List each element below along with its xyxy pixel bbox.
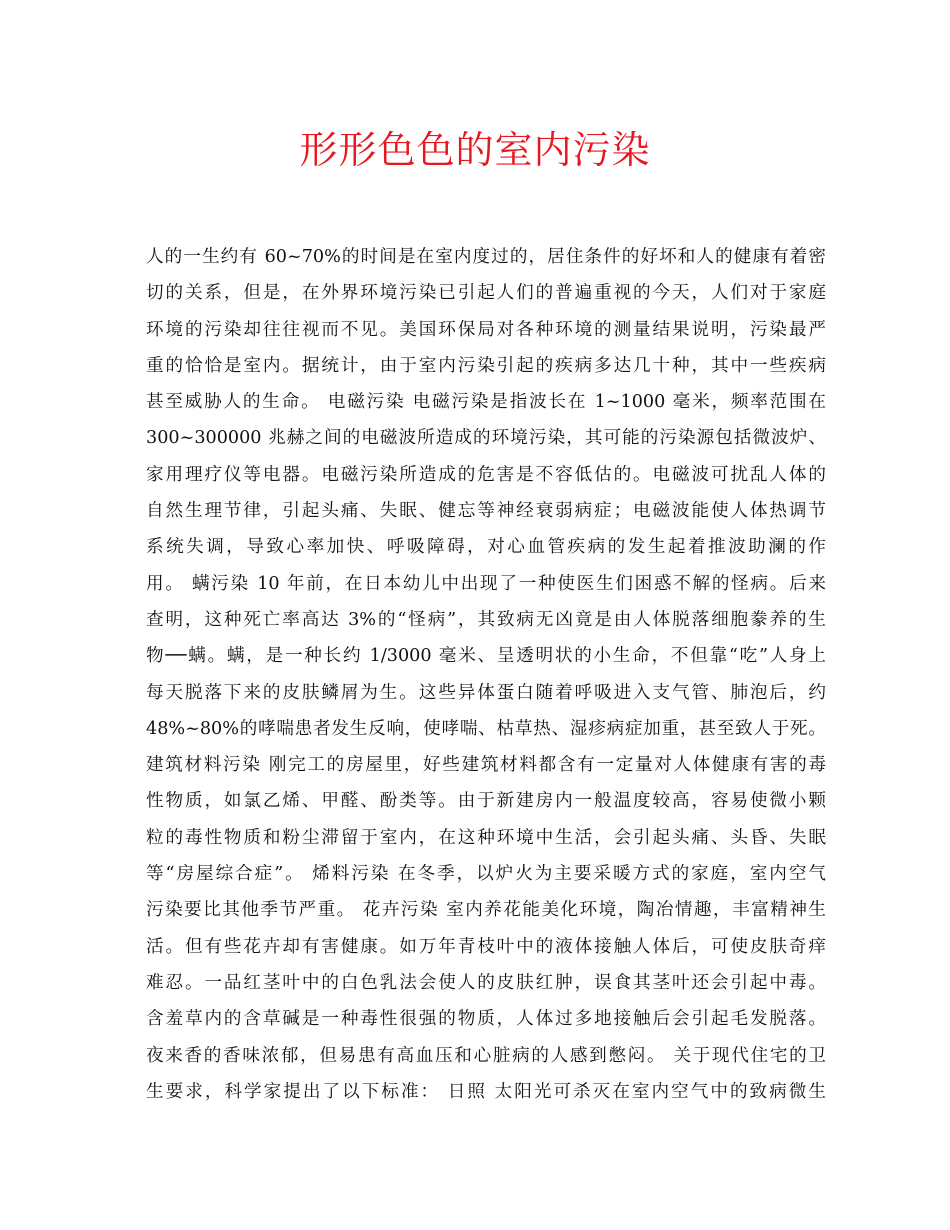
body-line: 甚至威胁人的生命。 电磁污染 电磁污染是指波长在 1~1000 毫米，频率范围在 xyxy=(146,392,826,413)
body-line: 重的恰恰是室内。据统计，由于室内污染引起的疾病多达几十种，其中一些疾病 xyxy=(146,355,826,376)
body-line: 环境的污染却往往视而不见。美国环保局对各种环境的测量结果说明，污染最严 xyxy=(146,319,826,340)
body-line: 物──螨。螨，是一种长约 1/3000 毫米、呈透明状的小生命，不但靠“吃”人身上 xyxy=(146,646,826,667)
body-line: 家用理疗仪等电器。电磁污染所造成的危害是不容低估的。电磁波可扰乱人体的 xyxy=(146,464,826,485)
body-line: 活。但有些花卉却有害健康。如万年青枝叶中的液体接触人体后，可使皮肤奇痒 xyxy=(146,936,826,957)
body-line: 粒的毒性物质和粉尘滞留于室内，在这种环境中生活，会引起头痛、头昏、失眠 xyxy=(146,827,826,848)
body-line: 切的关系，但是，在外界环境污染已引起人们的普遍重视的今天，人们对于家庭 xyxy=(146,283,826,304)
body-line: 污染要比其他季节严重。 花卉污染 室内养花能美化环境，陶冶情趣，丰富精神生 xyxy=(146,900,826,921)
body-line: 生要求，科学家提出了以下标准： 日照 太阳光可杀灭在室内空气中的致病微生 xyxy=(146,1081,826,1102)
body-line: 建筑材料污染 刚完工的房屋里，好些建筑材料都含有一定量对人体健康有害的毒 xyxy=(146,755,826,776)
body-line: 用。 螨污染 10 年前，在日本幼儿中出现了一种使医生们困惑不解的怪病。后来 xyxy=(146,573,826,594)
document-body xyxy=(146,239,826,1110)
body-line: 含羞草内的含草碱是一种毒性很强的物质，人体过多地接触后会引起毛发脱落。 xyxy=(146,1009,826,1030)
body-line: 每天脱落下来的皮肤鳞屑为生。这些异体蛋白随着呼吸进入支气管、肺泡后，约 xyxy=(146,682,826,703)
body-line: 300~300000 兆赫之间的电磁波所造成的环境污染，其可能的污染源包括微波炉、 xyxy=(146,428,826,449)
body-line: 人的一生约有 60~70%的时间是在室内度过的，居住条件的好坏和人的健康有着密 xyxy=(146,247,826,267)
body-line: 夜来香的香味浓郁，但易患有高血压和心脏病的人感到憋闷。 关于现代住宅的卫 xyxy=(146,1045,826,1066)
body-line: 48%~80%的哮喘患者发生反响，使哮喘、枯草热、湿疹病症加重，甚至致人于死。 xyxy=(146,718,826,739)
body-line: 性物质，如氯乙烯、甲醛、酚类等。由于新建房内一般温度较高，容易使微小颗 xyxy=(146,791,826,812)
body-line: 难忍。一品红茎叶中的白色乳法会使人的皮肤红肿，误食其茎叶还会引起中毒。 xyxy=(146,972,826,993)
body-line: 系统失调，导致心率加快、呼吸障碍，对心血管疾病的发生起着推波助澜的作 xyxy=(146,537,826,558)
document-title: 形形色色的室内污染 xyxy=(299,128,651,172)
body-line: 等“房屋综合症”。 烯料污染 在冬季，以炉火为主要采暖方式的家庭，室内空气 xyxy=(146,864,826,885)
body-line: 查明，这种死亡率高达 3%的“怪病”，其致病无凶竟是由人体脱落细胞豢养的生 xyxy=(146,609,826,630)
body-line: 自然生理节律，引起头痛、失眠、健忘等神经衰弱病症；电磁波能使人体热调节 xyxy=(146,501,826,522)
